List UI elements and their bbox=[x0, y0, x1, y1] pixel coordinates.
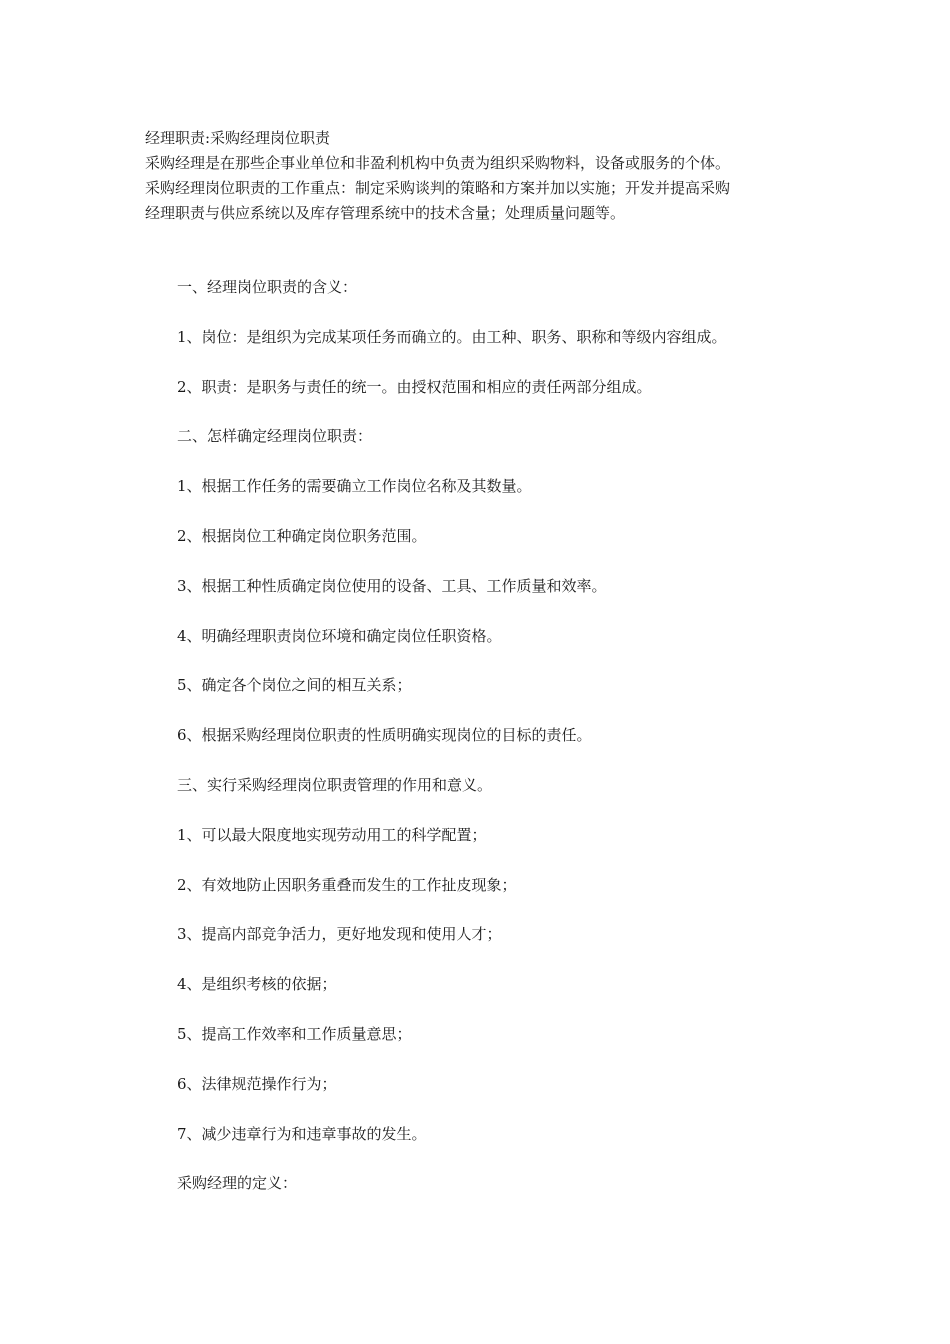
section-heading: 一、经理岗位职责的含义： bbox=[177, 278, 358, 296]
list-item: 4、是组织考核的依据； bbox=[177, 975, 337, 994]
list-item: 3、根据工种性质确定岗位使用的设备、工具、工作质量和效率。 bbox=[177, 576, 607, 595]
list-item: 3、提高内部竞争活力，更好地发现和使用人才； bbox=[177, 925, 502, 944]
list-item: 2、有效地防止因职务重叠而发生的工作扯皮现象； bbox=[177, 875, 517, 894]
intro-line: 经理职责与供应系统以及库存管理系统中的技术含量；处理质量问题等。 bbox=[145, 204, 626, 222]
list-item: 4、明确经理职责岗位环境和确定岗位任职资格。 bbox=[177, 626, 502, 645]
list-item: 2、职责：是职务与责任的统一。由授权范围和相应的责任两部分组成。 bbox=[177, 377, 652, 396]
intro-line: 采购经理岗位职责的工作重点：制定采购谈判的策略和方案并加以实施；开发并提高采购 bbox=[145, 179, 731, 197]
list-item: 2、根据岗位工种确定岗位职务范围。 bbox=[177, 526, 427, 545]
section-heading: 二、怎样确定经理岗位职责： bbox=[177, 427, 373, 446]
intro-line: 采购经理是在那些企事业单位和非盈利机构中负责为组织采购物料，设备或服务的个体。 bbox=[145, 154, 731, 172]
section-heading: 采购经理的定义： bbox=[177, 1174, 298, 1193]
list-item: 1、可以最大限度地实现劳动用工的科学配置； bbox=[177, 825, 487, 844]
section-heading: 三、实行采购经理岗位职责管理的作用和意义。 bbox=[177, 775, 493, 794]
list-item: 1、根据工作任务的需要确立工作岗位名称及其数量。 bbox=[177, 477, 532, 496]
list-item: 6、法律规范操作行为； bbox=[177, 1074, 337, 1093]
list-item: 6、根据采购经理岗位职责的性质明确实现岗位的目标的责任。 bbox=[177, 726, 592, 745]
list-item: 5、提高工作效率和工作质量意思； bbox=[177, 1024, 412, 1043]
body-paragraphs bbox=[177, 276, 837, 1222]
list-item: 7、减少违章行为和违章事故的发生。 bbox=[177, 1124, 427, 1143]
list-item: 1、岗位：是组织为完成某项任务而确立的。由工种、职务、职称和等级内容组成。 bbox=[177, 327, 727, 346]
list-item: 5、确定各个岗位之间的相互关系； bbox=[177, 676, 412, 695]
intro-block bbox=[145, 126, 825, 226]
document-title: 经理职责:采购经理岗位职责 bbox=[145, 129, 331, 147]
